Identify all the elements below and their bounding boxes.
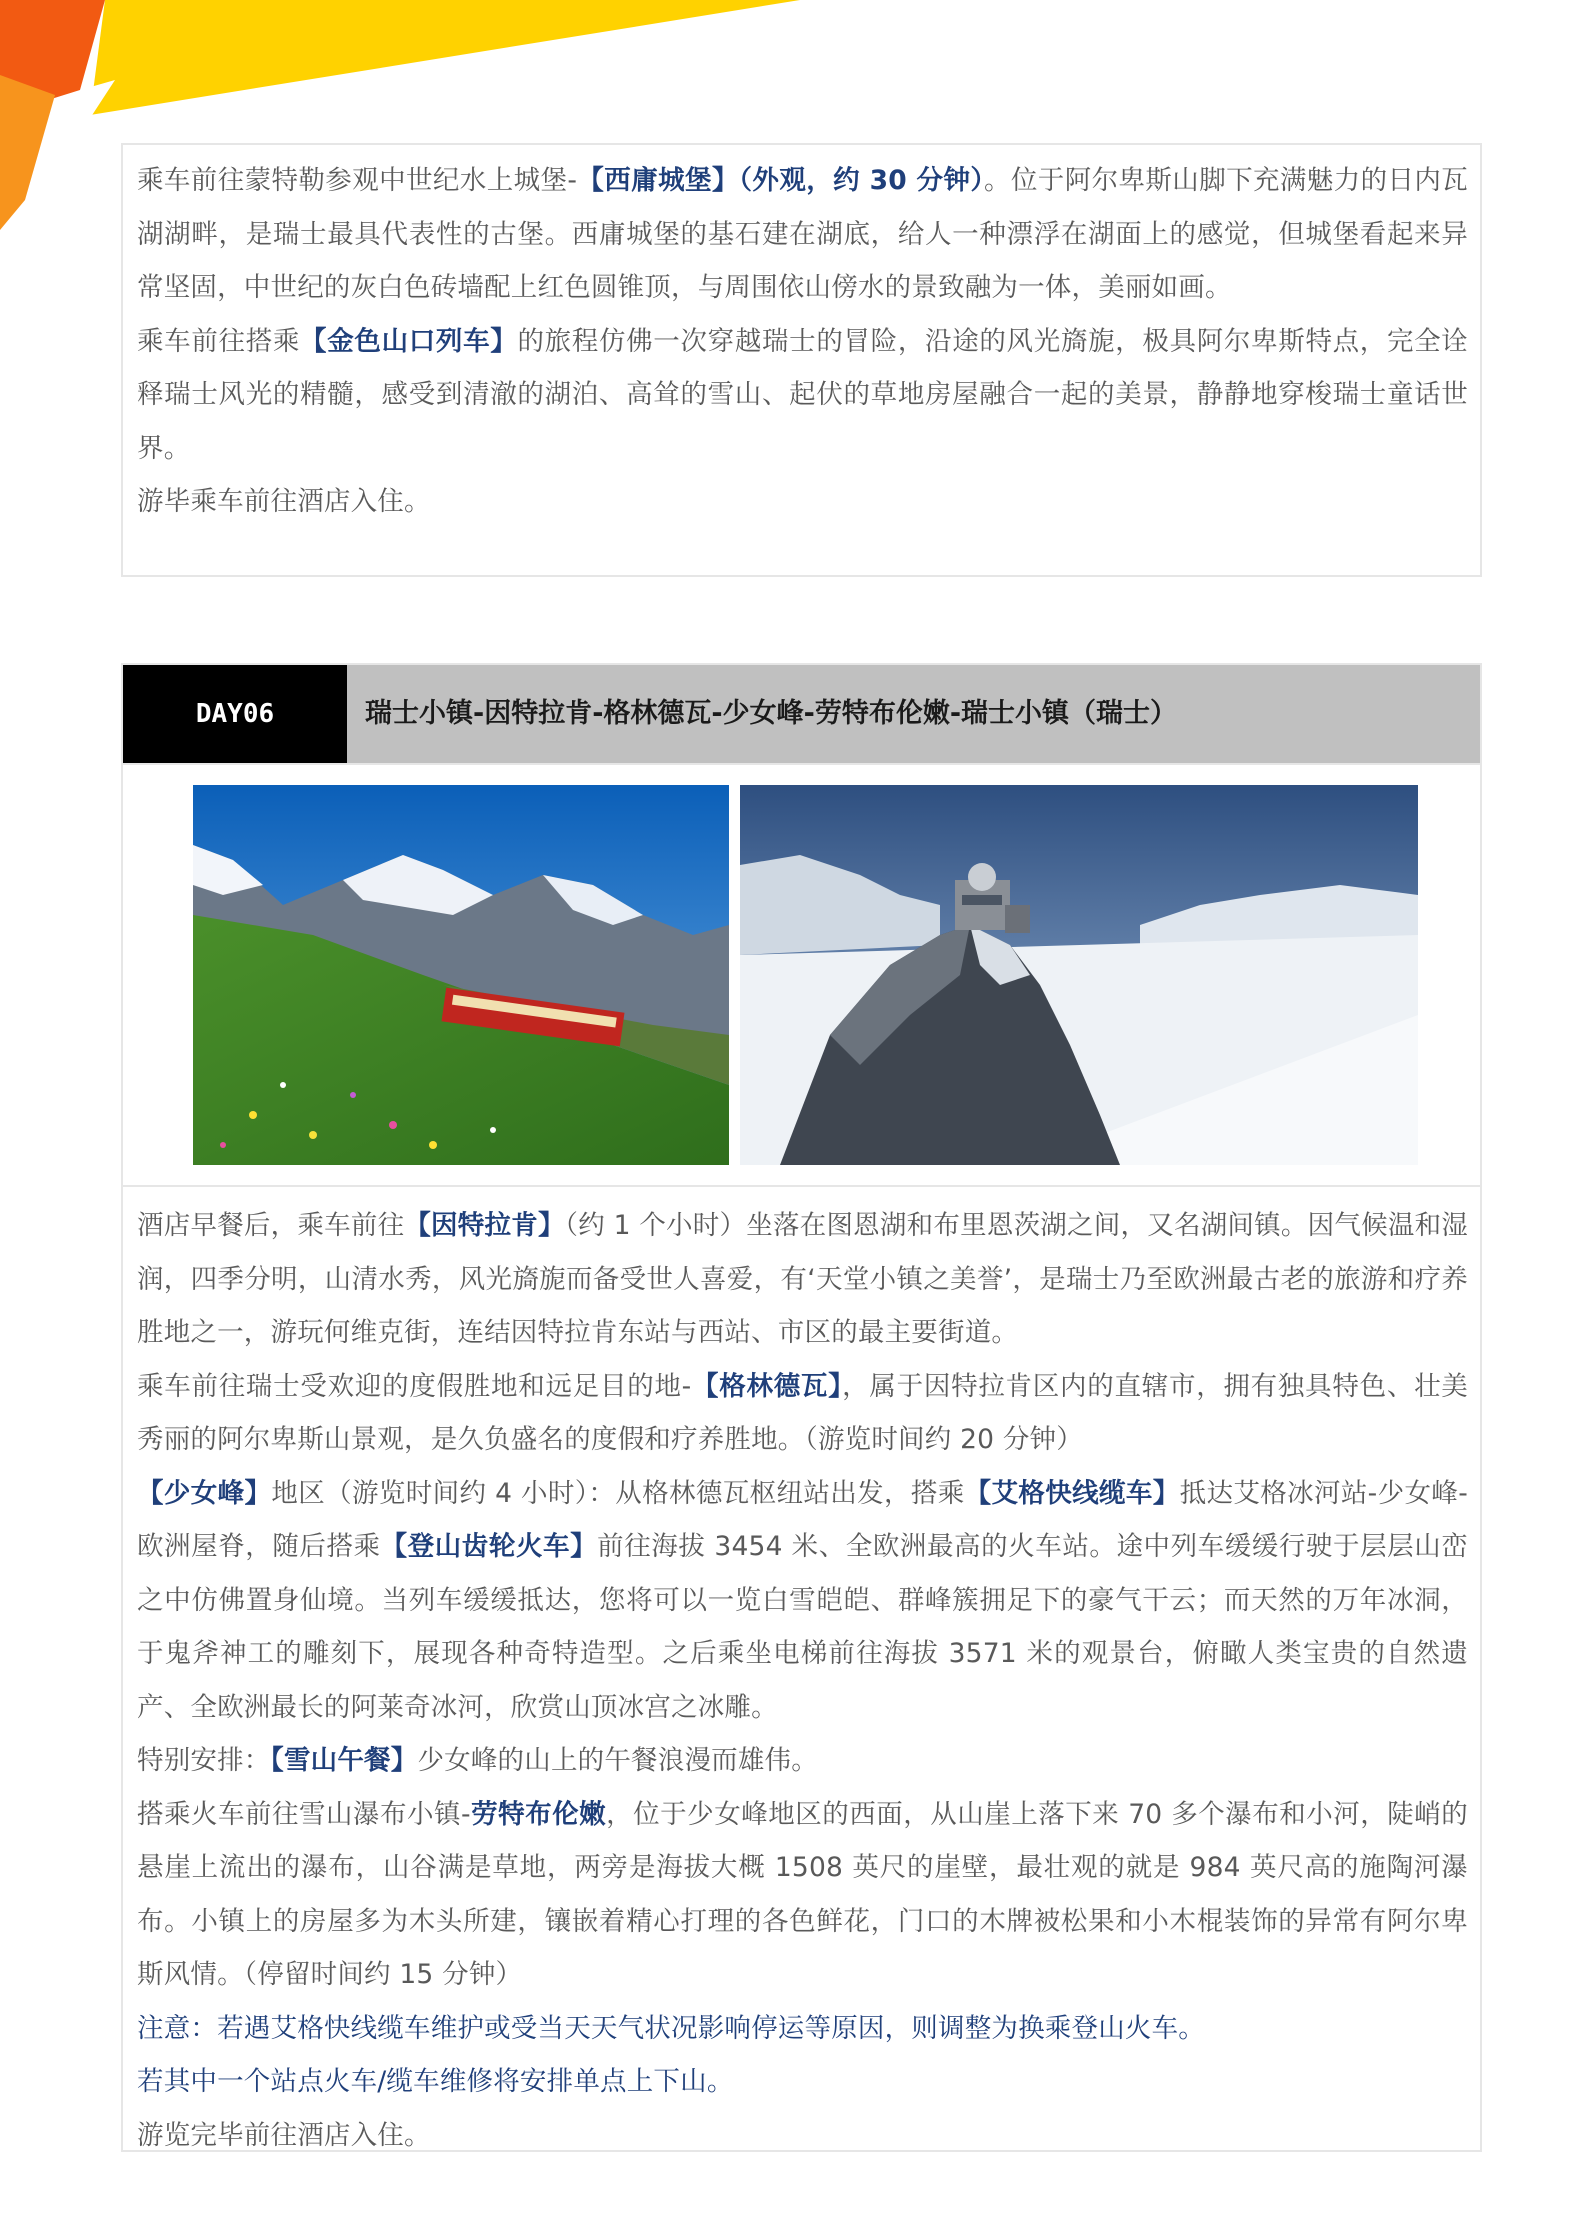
snow-lunch-highlight: 【雪山午餐】 [270,1745,418,1776]
chillon-paragraph: 乘车前往蒙特勒参观中世纪水上城堡-【西庸城堡】（外观，约 30 分钟）。位于阿尔卑斯山脚下充满魅力的日内瓦湖湖畔，是瑞士最具代表性的古堡。西庸城堡的基石建在湖底，给人一种漂浮在湖面上的感觉，但城堡看起来异常坚固，中世纪的灰白色砖墙配上红色圆锥顶，与周围依山傍水的景致融为一体，美丽如画。 [137,165,1468,303]
jungfrau-highlight: 【少女峰】 [137,1477,272,1509]
jungfrau-paragraph: 【少女峰】地区（游览时间约 4 小时）：从格林德瓦枢纽站出发，搭乘【艾格快线缆车】抵达艾格冰河站-少女峰-欧洲屋脊，随后搭乘【登山齿轮火车】前往海拔 3454 米、全欧洲最高的火车站。途中列车缓缓行驶于层层山峦之中仿佛置身仙境。当列车缓缓抵达，您将可以一览白雪皑皑、群峰簇拥足下的豪气干云；而天然的万年冰洞，于鬼斧神工的雕刻下，展现各种奇特造型。之后乘坐电梯前往海拔 3571 米的观景台，俯瞰人类宝贵的自然遗产、全欧洲最长的阿莱奇冰河，欣赏山顶冰宫之冰雕。 [137,1477,1468,1723]
grindelwald-highlight: 【格林德瓦】 [691,1370,843,1402]
day-header-bar [121,663,1482,765]
day06-content-box [121,1185,1482,2152]
golden-pass-paragraph: 乘车前往搭乘【金色山口列车】的旅程仿佛一次穿越瑞士的冒险，沿途的风光旖旎，极具阿尔卑斯特点，完全诠释瑞士风光的精髓，感受到清澈的湖泊、高耸的雪山、起伏的草地房屋融合一起的美景，静静地穿梭瑞士童话世界。 [137,325,1469,464]
cog-railway-highlight: 【登山齿轮火车】 [380,1531,598,1562]
maintenance-note: 若其中一个站点火车/缆车维修将安排单点上下山。 [137,2066,734,2097]
golden-pass-highlight: 【金色山口列车】 [300,325,518,357]
eiger-express-highlight: 【艾格快线缆车】 [964,1477,1180,1509]
mountain-train-meadow-photo [193,785,729,1165]
hotel-checkin-paragraph: 游毕乘车前往酒店入住。 [137,486,431,517]
grindelwald-paragraph: 乘车前往瑞士受欢迎的度假胜地和远足目的地-【格林德瓦】，属于因特拉肯区内的直辖市，拥有独具特色、壮美秀丽的阿尔卑斯山景观，是久负盛名的度假和疗养胜地。（游览时间约 20 分钟） [137,1370,1469,1455]
day05-content-box [121,143,1482,577]
day-label: DAY06 [123,665,347,763]
lunch-paragraph: 特别安排：【雪山午餐】少女峰的山上的午餐浪漫而雄伟。 [137,1745,818,1776]
interlaken-paragraph: 酒店早餐后，乘车前往【因特拉肯】（约 1 个小时）坐落在图恩湖和布里恩茨湖之间，又名湖间镇。因气候温和湿润，四季分明，山清水秀，风光旖旎而备受世人喜爱，有‘天堂小镇之美誉’，是瑞士乃至欧洲最古老的旅游和疗养胜地之一，游玩何维克街，连结因特拉肯东站与西站、市区的最主要街道。 [137,1210,1468,1348]
interlaken-highlight: 【因特拉肯】 [404,1210,565,1241]
hotel-checkin-paragraph-day06: 游览完毕前往酒店入住。 [137,2119,431,2151]
lauterbrunnen-paragraph: 搭乘火车前往雪山瀑布小镇-劳特布伦嫩，位于少女峰地区的西面，从山崖上落下来 70 多个瀑布和小河，陡峭的悬崖上流出的瀑布，山谷满是草地，两旁是海拔大概 1508 英尺的崖壁，最壮观的就是 984 英尺高的施陶河瀑布。小镇上的房屋多为木头所建，镶嵌着精心打理的各色鲜花，门口的木牌被松果和小木棍装饰的异常有阿尔卑斯风情。（停留时间约 15 分钟） [137,1798,1468,1990]
lauterbrunnen-highlight: 劳特布伦嫩 [470,1798,607,1830]
photo-row [121,765,1482,1185]
weather-note: 注意：若遇艾格快线缆车维护或受当天天气状况影响停运等原因，则调整为换乘登山火车。 [137,2012,1205,2044]
jungfraujoch-sphinx-observatory-photo [740,785,1418,1165]
chillon-castle-highlight: 【西庸城堡】（外观，约 30 分钟） [577,165,984,196]
day-title: 瑞士小镇-因特拉肯-格林德瓦-少女峰-劳特布伦嫩-瑞士小镇（瑞士） [365,698,1178,729]
